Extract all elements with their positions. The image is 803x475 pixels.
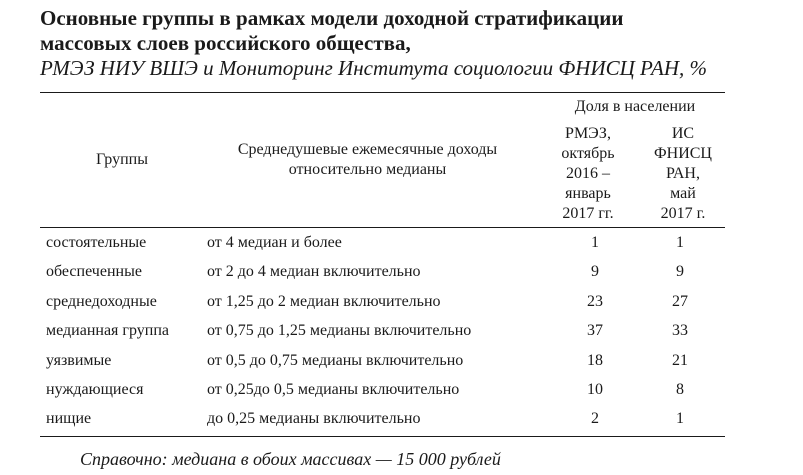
header-rlms: РМЭЗ, октябрь 2016 – январь 2017 гг. (561, 125, 615, 222)
cell-group: обеспеченные (46, 263, 142, 281)
cell-group: нуждающиеся (46, 380, 144, 398)
table-title (40, 6, 623, 56)
cell-income: от 4 медиан и более (207, 234, 342, 251)
table-row (40, 287, 725, 316)
cell-income: от 0,25до 0,5 медианы включительно (207, 380, 460, 398)
header-income: Среднедушевые ежемесячные доходы относительно медианы (237, 141, 498, 178)
cell-is-fnisc: 33 (672, 322, 688, 340)
cell-income: от 2 до 4 медиан включительно (207, 263, 421, 281)
header-population-share: Доля в населении (574, 98, 696, 115)
cell-income: от 1,25 до 2 медиан включительно (207, 292, 441, 310)
cell-is-fnisc: 27 (672, 292, 688, 310)
cell-income: от 0,5 до 0,75 медианы включительно (207, 351, 464, 369)
table-top-rule (40, 92, 725, 93)
table-row (40, 257, 725, 286)
cell-rlms: 1 (591, 234, 599, 251)
table-subtitle: РМЭЗ НИУ ВШЭ и Мониторинг Института социологии ФНИСЦ РАН, % (40, 56, 707, 80)
cell-is-fnisc: 9 (676, 263, 684, 281)
cell-is-fnisc: 1 (676, 410, 684, 428)
table-row (40, 346, 725, 375)
reference-note: Справочно: медиана в обоих массивах — 15 000 рублей (80, 449, 501, 469)
cell-group: среднедоходные (46, 292, 157, 310)
table-row (40, 228, 725, 257)
cell-rlms: 10 (587, 380, 603, 398)
cell-group: медианная группа (46, 322, 169, 340)
cell-income: от 0,75 до 1,25 медианы включительно (207, 322, 472, 340)
header-groups: Группы (96, 151, 148, 168)
cell-rlms: 23 (587, 292, 603, 310)
table-body (40, 228, 725, 434)
cell-is-fnisc: 8 (676, 380, 684, 398)
cell-rlms: 37 (587, 322, 603, 340)
cell-group: уязвимые (46, 351, 112, 369)
cell-is-fnisc: 21 (672, 351, 688, 369)
table-title-line-2: массовых слоев российского общества, (40, 31, 411, 55)
table-row (40, 316, 725, 345)
table-title-line-1: Основные группы в рамках модели доходной стратификации (40, 6, 624, 30)
cell-group: состоятельные (46, 234, 147, 251)
cell-rlms: 2 (591, 410, 599, 428)
cell-rlms: 18 (587, 351, 603, 369)
cell-group: нищие (46, 410, 92, 428)
cell-rlms: 9 (591, 263, 599, 281)
cell-income: до 0,25 медианы включительно (207, 410, 421, 428)
table-row (40, 404, 725, 433)
cell-is-fnisc: 1 (676, 234, 684, 251)
table-bottom-rule (40, 436, 725, 437)
table-row (40, 375, 725, 404)
header-is-fnisc: ИС ФНИСЦ РАН, май 2017 г. (654, 125, 712, 222)
